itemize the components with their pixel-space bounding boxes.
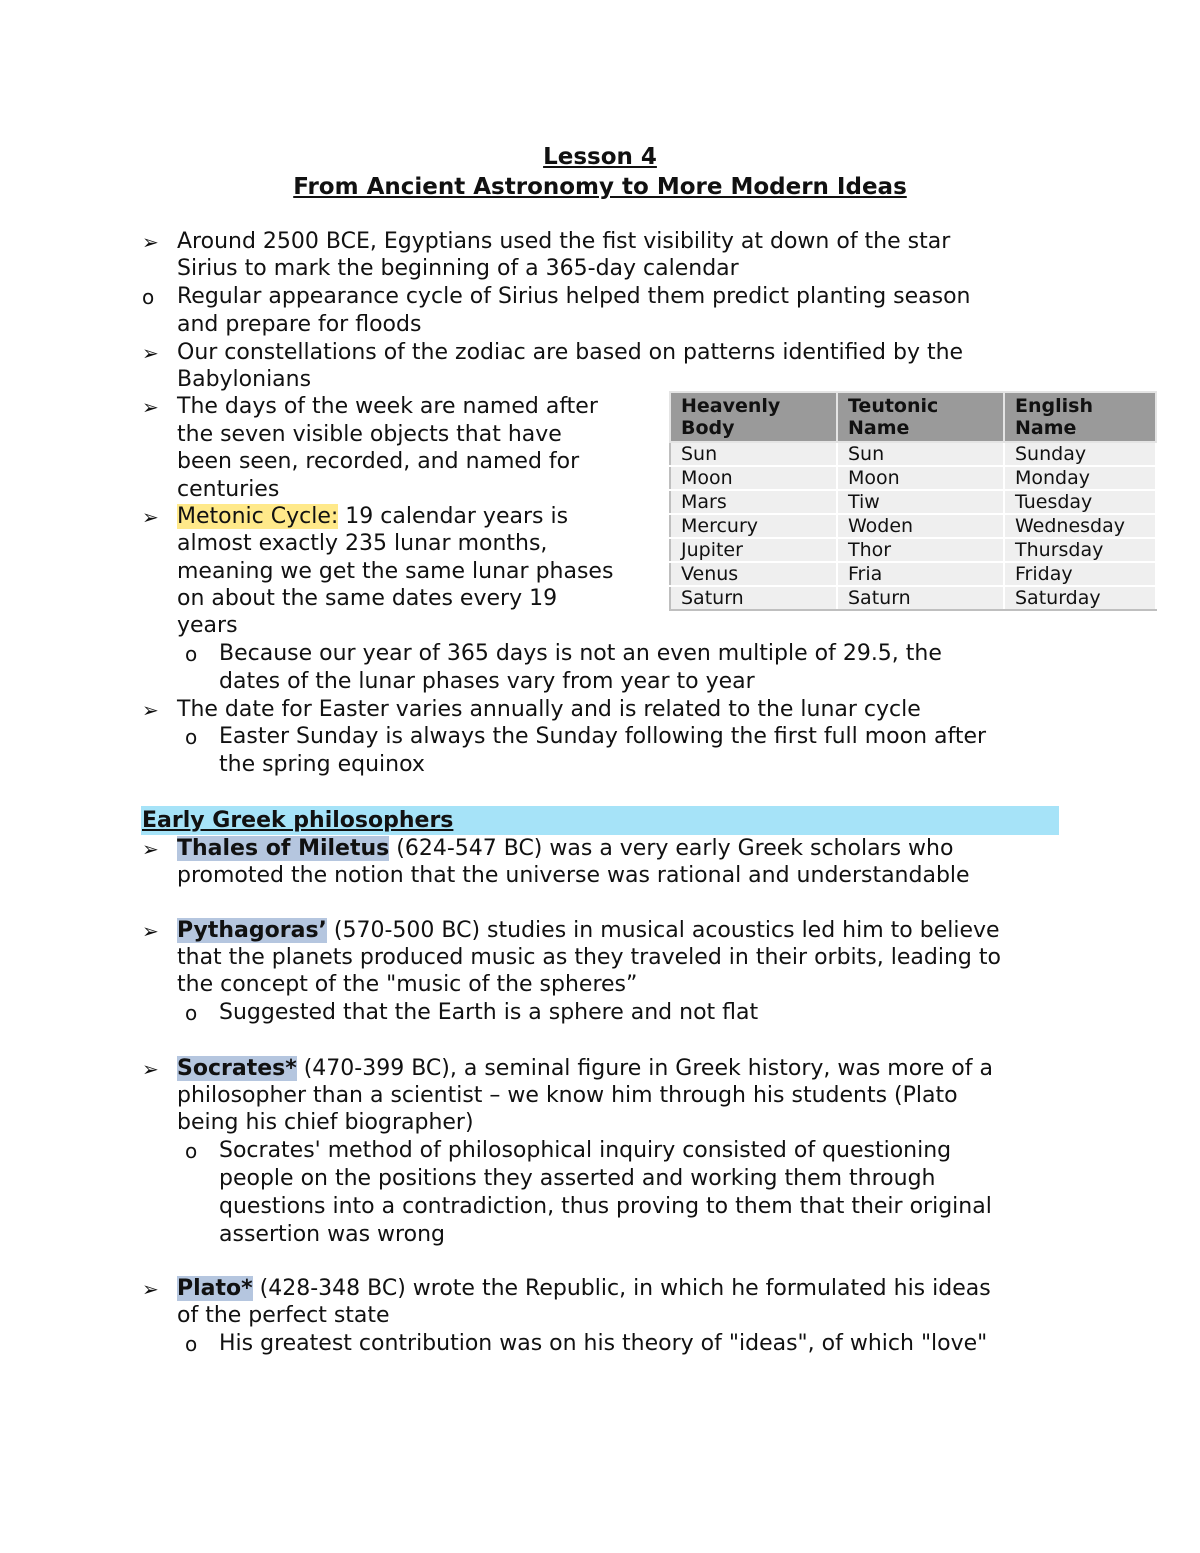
text-line: on about the same dates every 19	[177, 586, 558, 611]
pythagoras-line	[177, 917, 1000, 945]
text-line: of the perfect state	[177, 1303, 390, 1328]
table-cell: Saturn	[837, 586, 1004, 610]
table-cell: Monday	[1004, 466, 1156, 490]
table-cell: Sun	[837, 442, 1004, 466]
table-cell: Saturday	[1004, 586, 1156, 610]
table-cell: Woden	[837, 514, 1004, 538]
table-row	[670, 586, 1156, 610]
text-line: years	[177, 613, 238, 638]
text-line: almost exactly 235 lunar months,	[177, 531, 548, 556]
page-title: From Ancient Astronomy to More Modern Ideas	[293, 174, 907, 200]
text-line: Our constellations of the zodiac are based on patterns identified by the	[177, 340, 964, 365]
text-line: Because our year of 365 days is not an even multiple of 29.5, the	[219, 641, 942, 666]
table-cell: Sun	[670, 442, 837, 466]
table-row	[670, 538, 1156, 562]
table-cell: Fria	[837, 562, 1004, 586]
table-cell: Venus	[670, 562, 837, 586]
circle-bullet-icon: o	[185, 1139, 198, 1163]
plato-line	[177, 1275, 991, 1303]
table-cell: Jupiter	[670, 538, 837, 562]
days-of-week-table	[669, 391, 1157, 611]
thales-line	[177, 835, 953, 863]
text-line: Around 2500 BCE, Egyptians used the fist visibility at down of the star	[177, 229, 951, 254]
text-line: philosopher than a scientist – we know him through his students (Plato	[177, 1083, 958, 1108]
text-line: been seen, recorded, and named for	[177, 449, 580, 474]
text-line: and prepare for floods	[177, 312, 422, 337]
table-cell: Saturn	[670, 586, 837, 610]
arrow-bullet-icon: ➢	[142, 505, 159, 529]
arrow-bullet-icon: ➢	[142, 341, 159, 365]
table-row	[670, 466, 1156, 490]
arrow-bullet-icon: ➢	[142, 1277, 159, 1301]
column-header: English Name	[1004, 392, 1156, 442]
text-fragment: (624-547 BC) was a very early Greek scholars who	[389, 836, 954, 861]
metonic-line	[177, 503, 568, 531]
text-line: the seven visible objects that have	[177, 422, 562, 447]
text-line: Regular appearance cycle of Sirius helped them predict planting season	[177, 284, 971, 309]
philosopher-name: Socrates*	[177, 1056, 297, 1081]
arrow-bullet-icon: ➢	[142, 698, 159, 722]
philosopher-name: Thales of Miletus	[177, 836, 390, 861]
text-line: promoted the notion that the universe was rational and understandable	[177, 863, 970, 888]
text-line: being his chief biographer)	[177, 1110, 474, 1135]
table-cell: Tiw	[837, 490, 1004, 514]
text-line: Suggested that the Earth is a sphere and not flat	[219, 1000, 759, 1025]
arrow-bullet-icon: ➢	[142, 230, 159, 254]
column-header: Heavenly Body	[670, 392, 837, 442]
circle-bullet-icon: o	[185, 1001, 198, 1025]
text-line: The date for Easter varies annually and is related to the lunar cycle	[177, 697, 921, 722]
table-cell: Thor	[837, 538, 1004, 562]
text-line: Sirius to mark the beginning of a 365-day calendar	[177, 256, 739, 281]
table-cell: Friday	[1004, 562, 1156, 586]
text-line: that the planets produced music as they traveled in their orbits, leading to	[177, 945, 1001, 970]
arrow-bullet-icon: ➢	[142, 395, 159, 419]
text-line: assertion was wrong	[219, 1222, 445, 1247]
text-line: Babylonians	[177, 367, 312, 392]
table-cell: Moon	[837, 466, 1004, 490]
philosopher-name: Pythagoras’	[177, 918, 327, 943]
text-fragment: 19 calendar years is	[338, 504, 569, 529]
arrow-bullet-icon: ➢	[142, 837, 159, 861]
circle-bullet-icon: o	[185, 1332, 198, 1356]
table-row	[670, 490, 1156, 514]
text-line: Socrates' method of philosophical inquiry consisted of questioning	[219, 1138, 952, 1163]
metonic-label: Metonic Cycle:	[177, 504, 339, 529]
text-fragment: (470-399 BC), a seminal figure in Greek history, was more of a	[296, 1056, 993, 1081]
table-cell: Wednesday	[1004, 514, 1156, 538]
arrow-bullet-icon: ➢	[142, 919, 159, 943]
table-cell: Tuesday	[1004, 490, 1156, 514]
table-cell: Thursday	[1004, 538, 1156, 562]
table-cell: Mercury	[670, 514, 837, 538]
table-row	[670, 562, 1156, 586]
text-line: centuries	[177, 477, 280, 502]
text-fragment: (428-348 BC) wrote the Republic, in which he formulated his ideas	[252, 1276, 991, 1301]
section-heading: Early Greek philosophers	[142, 808, 454, 833]
text-line: questions into a contradiction, thus proving to them that their original	[219, 1194, 992, 1219]
text-line: Easter Sunday is always the Sunday following the first full moon after	[219, 724, 987, 749]
circle-bullet-icon: o	[185, 725, 198, 749]
text-fragment: (570-500 BC) studies in musical acoustics led him to believe	[326, 918, 1000, 943]
table-cell: Mars	[670, 490, 837, 514]
table-header-row	[670, 392, 1156, 442]
text-line: meaning we get the same lunar phases	[177, 559, 614, 584]
philosopher-name: Plato*	[177, 1276, 253, 1301]
text-line: the concept of the "music of the spheres”	[177, 972, 638, 997]
table-cell: Moon	[670, 466, 837, 490]
table-cell: Sunday	[1004, 442, 1156, 466]
text-line: His greatest contribution was on his theory of "ideas", of which "love"	[219, 1331, 988, 1356]
text-line: The days of the week are named after	[177, 394, 598, 419]
lesson-number: Lesson 4	[543, 144, 657, 170]
text-line: the spring equinox	[219, 752, 425, 777]
circle-bullet-icon: o	[142, 285, 155, 309]
column-header: Teutonic Name	[837, 392, 1004, 442]
table-row	[670, 514, 1156, 538]
socrates-line	[177, 1055, 993, 1083]
table-row	[670, 442, 1156, 466]
arrow-bullet-icon: ➢	[142, 1057, 159, 1081]
text-line: dates of the lunar phases vary from year to year	[219, 669, 755, 694]
text-line: people on the positions they asserted and working them through	[219, 1166, 936, 1191]
circle-bullet-icon: o	[185, 642, 198, 666]
